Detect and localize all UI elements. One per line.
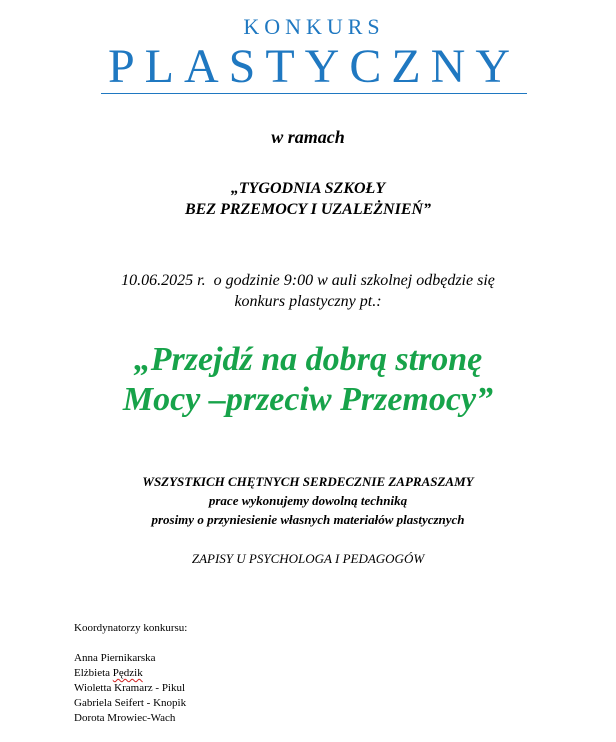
contest-slogan xyxy=(0,340,616,420)
announcement-line-1: 10.06.2025 r. o godzinie 9:00 w auli szkolnej odbędzie się xyxy=(121,272,495,289)
coordinator-name: Wioletta Kramarz - Pikul xyxy=(74,682,186,694)
slogan-line-1: „Przejdź na dobrą stronę xyxy=(133,341,483,378)
coordinators-label: Koordynatorzy konkursu: xyxy=(74,622,188,634)
week-name-line-2: BEZ PRZEMOCY I UZALEŻNIEŃ” xyxy=(184,201,432,218)
week-name-line-1: „TYGODNIA SZKOŁY xyxy=(230,180,386,197)
coordinators-block xyxy=(74,621,187,726)
contest-kicker: KONKURS xyxy=(243,14,385,39)
invitation-line-3: prosimy o przyniesienie własnych materiałów plastycznych xyxy=(151,512,465,527)
slogan-line-2: Mocy –przeciw Przemocy” xyxy=(122,381,494,418)
week-name xyxy=(0,178,616,220)
coordinator-name: Elżbieta Pędzik xyxy=(74,667,143,679)
invitation-line-2: prace wykonujemy dowolną techniką xyxy=(208,493,408,508)
invitation-line-1: WSZYSTKICH CHĘTNYCH SERDECZNIE ZAPRASZAMY xyxy=(142,474,474,489)
title-underline xyxy=(101,93,527,94)
spellcheck-underline: Pędzik xyxy=(112,667,143,679)
in-frame-text: w ramach xyxy=(271,127,345,147)
announcement xyxy=(0,270,616,312)
coordinator-name: Gabriela Seifert - Knopik xyxy=(74,697,187,709)
coordinator-name: Dorota Mrowiec-Wach xyxy=(74,712,176,724)
signup-note: ZAPISY U PSYCHOLOGA I PEDAGOGÓW xyxy=(191,551,425,566)
announcement-line-2: konkurs plastyczny pt.: xyxy=(234,293,382,310)
coordinator-name: Anna Piernikarska xyxy=(74,652,156,664)
invitation xyxy=(0,472,616,529)
contest-title: PLASTYCZNY xyxy=(107,40,521,93)
